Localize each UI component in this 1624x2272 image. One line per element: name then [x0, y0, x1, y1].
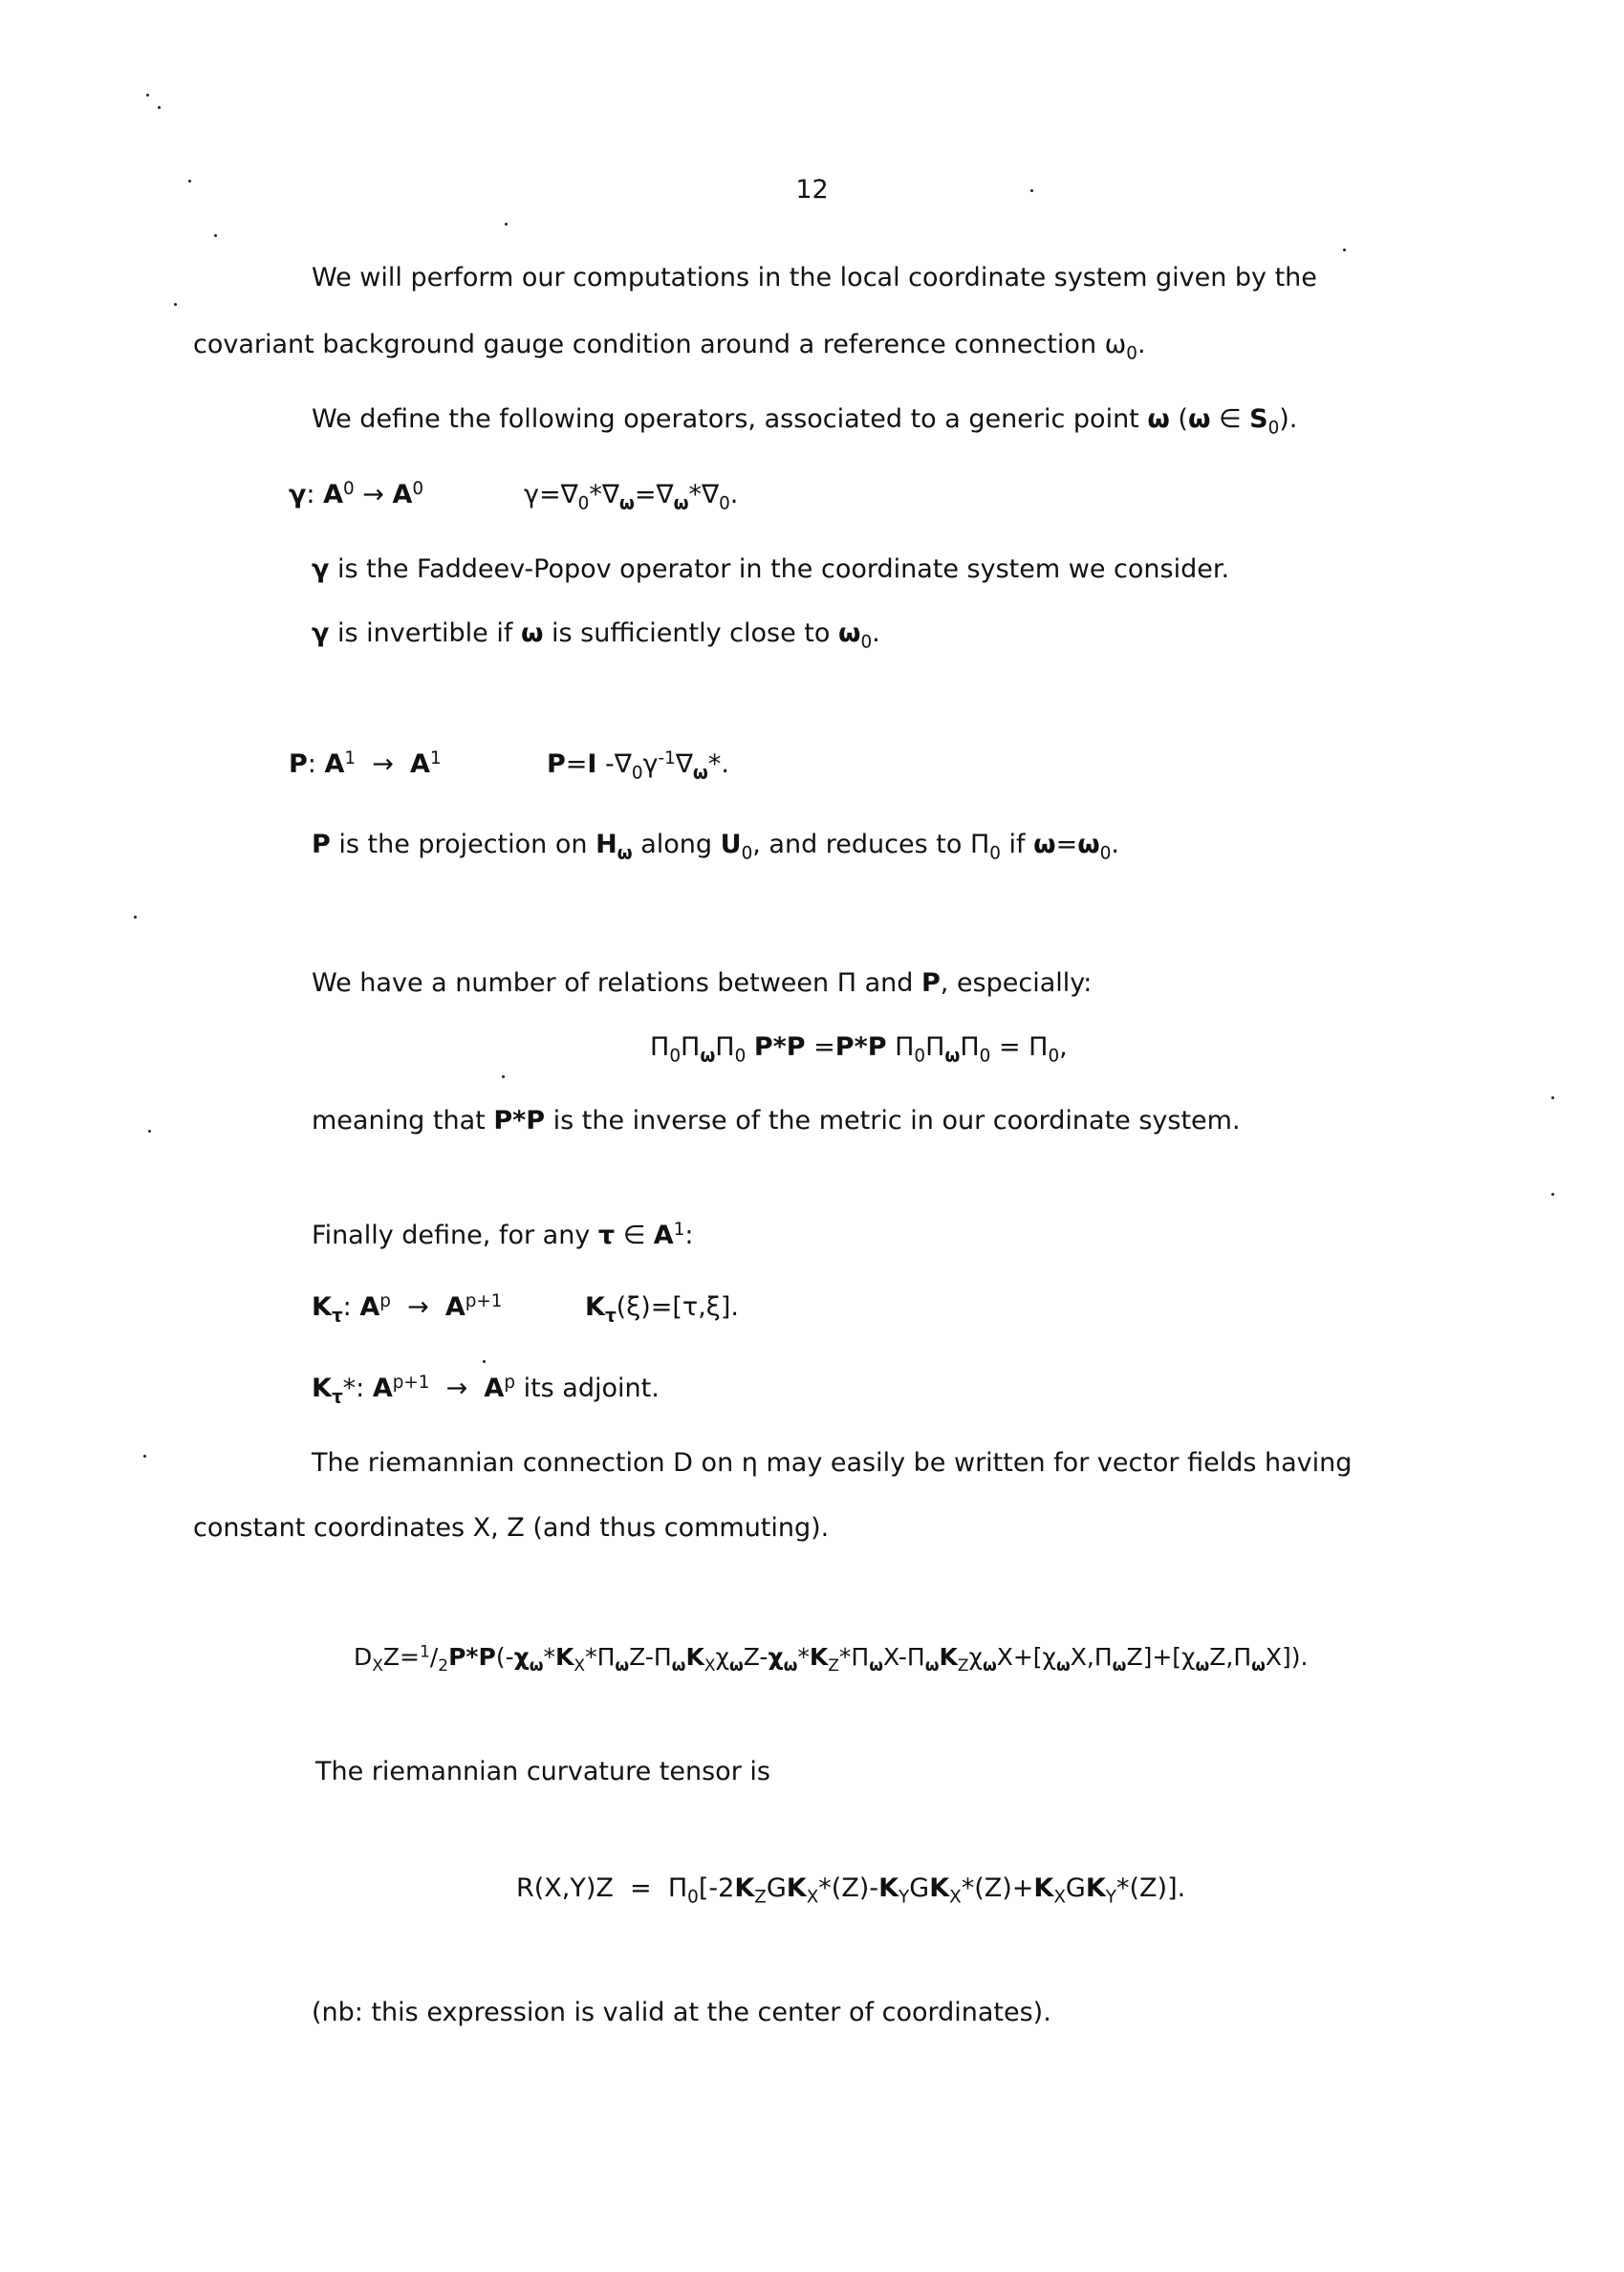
scan-speck: [1343, 249, 1346, 251]
gamma-description-text: is the Faddeev-Popov operator in the coordinate system we consider.: [329, 554, 1230, 584]
paragraph-2: We define the following operators, associated to a generic point ω (ω ∈ $S_0$).: [312, 404, 1298, 439]
finally-sentence: Finally define, for any τ ∈ $A^1$:: [312, 1219, 694, 1250]
relations-tail: , especially:: [940, 968, 1093, 998]
paragraph-1-line-2: covariant background gauge condition around a reference connection $\omega_0$.: [193, 330, 1146, 364]
meaning-b: is the inverse of the metric in our coordinate system.: [545, 1106, 1241, 1136]
paragraph-1-line-2-text: covariant background gauge condition around a reference connection: [193, 330, 1105, 359]
scan-speck: [502, 1075, 505, 1078]
scan-speck: [143, 1455, 146, 1458]
scan-speck: [134, 916, 137, 919]
scan-speck: [158, 106, 161, 109]
riemannian-line-1: The riemannian connection D on η may easily be written for vector fields having: [312, 1448, 1353, 1478]
scan-speck: [505, 223, 508, 226]
scan-speck: [214, 234, 217, 237]
riemannian-line-1b: may easily be written for vector fields having: [757, 1448, 1353, 1478]
scan-speck: [146, 94, 149, 97]
scan-speck: [1551, 1193, 1554, 1196]
paragraph-1-line-1: We will perform our computations in the local coordinate system given by the: [312, 263, 1317, 292]
p-projection-sentence: P is the projection on $H_\omega$ along $U_0$, and reduces to $\Pi_0$ if $\omega=\omega_0$.: [312, 830, 1119, 864]
gamma-invertible: γ is invertible if ω is sufficiently close to $\omega_0$.: [312, 618, 880, 653]
scan-speck: [148, 1130, 151, 1133]
nb-note: (nb: this expression is valid at the center of coordinates).: [312, 1998, 1051, 2027]
p-map-formula: P: $A^1 \to A^1$: [289, 747, 442, 779]
curvature-equation: $R(X,Y)Z = \Pi_0[-2K_ZGK_X*(Z)-K_YGK_X*(Z)+K_XGK_Y*(Z)]$.: [516, 1873, 1186, 1908]
scan-speck: [1030, 189, 1033, 192]
gamma-description: γ is the Faddeev-Popov operator in the coordinate system we consider.: [312, 554, 1230, 584]
k-adjoint-tail: its adjoint.: [514, 1374, 660, 1403]
k-adjoint-sentence: $K_\tau*$: $A^{p+1} \to A^p$ its adjoint.: [312, 1372, 660, 1408]
scan-speck: [483, 1360, 486, 1363]
relation-equation: $\Pi_0\Pi_\omega\Pi_0$ P*P =P*P $\Pi_0\Pi_\omega\Pi_0 = \Pi_0$,: [650, 1032, 1068, 1067]
scan-speck: [1551, 1096, 1554, 1099]
k-definition-formula: $K_\tau(\xi)=[\tau,\xi]$.: [585, 1292, 739, 1327]
p-projection-b: along: [632, 830, 721, 859]
curvature-sentence: The riemannian curvature tensor is: [315, 1757, 770, 1786]
finally-text: Finally define, for any: [312, 1221, 598, 1250]
meaning-a: meaning that: [312, 1106, 494, 1136]
gamma-map-formula: γ: $A^0 \to A^0$: [289, 478, 424, 509]
relations-text: We have a number of relations between: [312, 968, 837, 998]
p-projection-a: is the projection on: [330, 830, 596, 859]
scan-speck: [188, 180, 191, 183]
relations-and: and: [856, 968, 921, 998]
gamma-invertible-text: is invertible if: [329, 618, 521, 648]
meaning-sentence: meaning that P*P is the inverse of the metric in our coordinate system.: [312, 1106, 1241, 1136]
paragraph-2-text: We define the following operators, associated to a generic point: [312, 404, 1148, 434]
scan-speck: [174, 303, 177, 306]
relations-sentence: We have a number of relations between Π and P, especially:: [312, 968, 1093, 998]
p-definition-formula: P=I $-\nabla_0\gamma^{-1}\nabla_\omega*$.: [547, 747, 729, 784]
gamma-invertible-tail: is sufficiently close to: [543, 618, 838, 648]
gamma-definition-formula: $\gamma=\nabla_0*\nabla_\omega=\nabla_\omega*\nabla_0$.: [524, 480, 739, 514]
p-projection-c: , and reduces to: [752, 830, 970, 859]
k-map-formula: $K_\tau$: $A^p \to A^{p+1}$: [312, 1290, 503, 1327]
riemannian-line-1a: The riemannian connection D on: [312, 1448, 742, 1478]
connection-equation: $D_XZ=^1/_2P*P(-\chi_\omega*K_X*\Pi_\omega Z-\Pi_\omega K_X\chi_\omega Z-\chi_\omega*K_Z*\Pi_\omega X-\Pi_\omega K_Z\chi_\omega X+[\chi_\omega X,\Pi_\omega Z]+[\chi_\omega Z,\Pi_\omega X])$.: [354, 1642, 1309, 1676]
riemannian-line-2: constant coordinates X, Z (and thus commuting).: [193, 1513, 830, 1543]
page-number: 12: [795, 175, 829, 205]
p-projection-d: if: [1000, 830, 1034, 859]
